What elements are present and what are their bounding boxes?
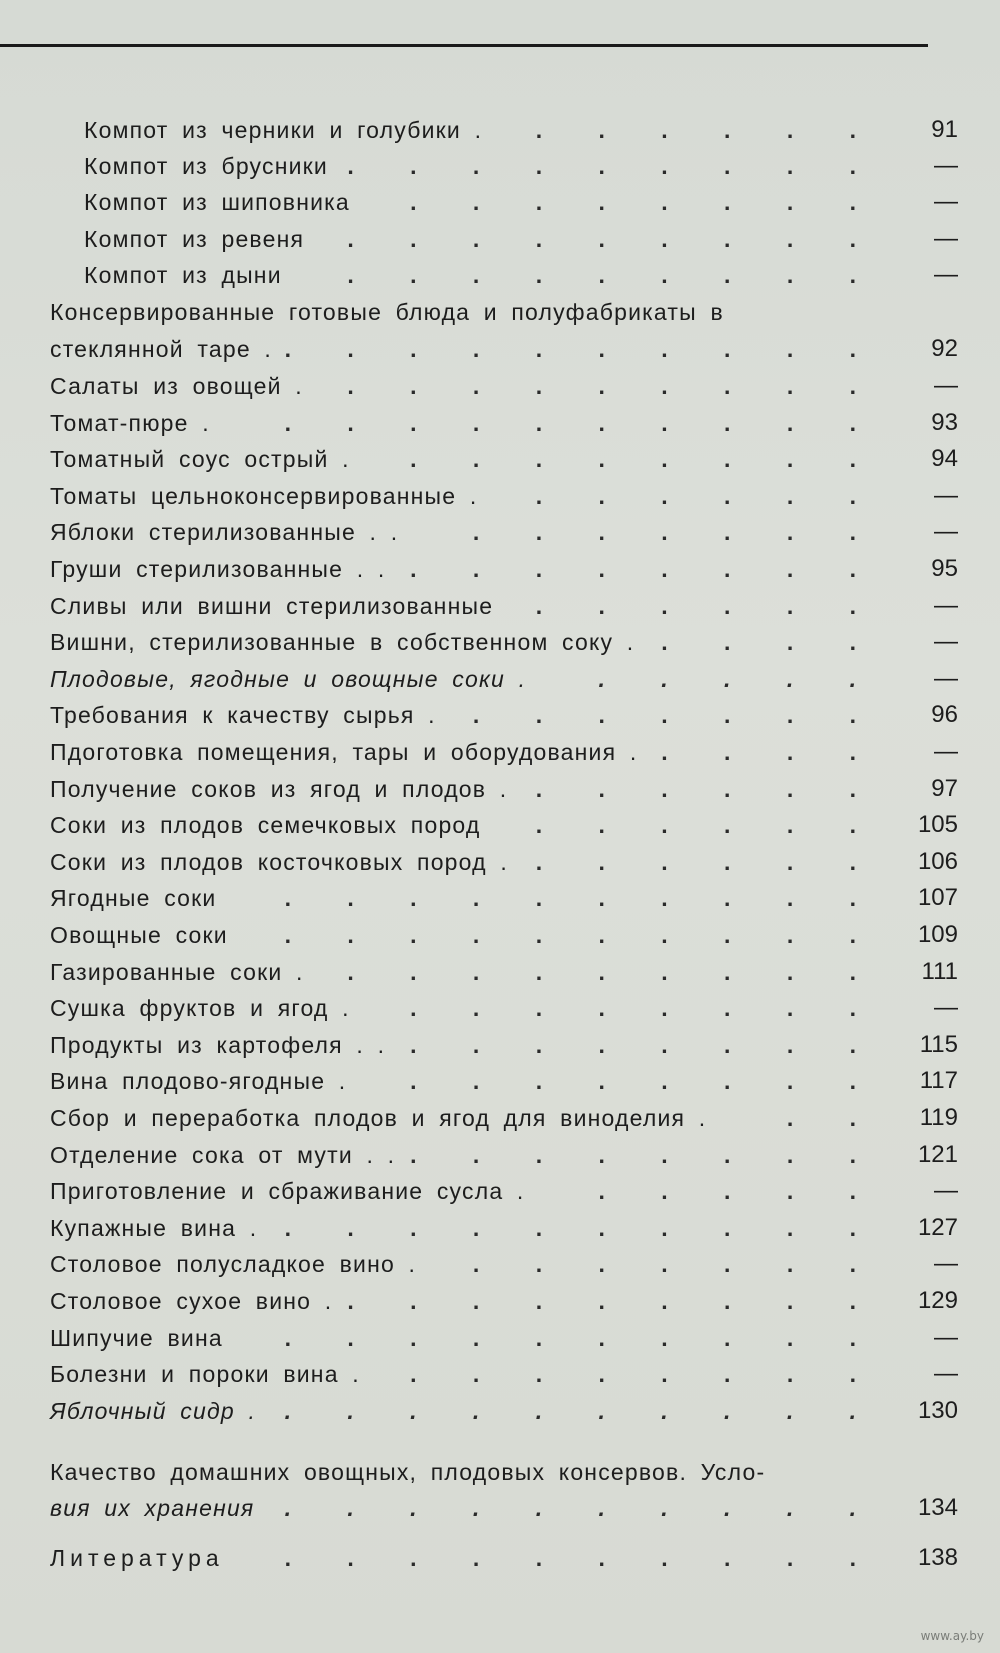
toc-page-number: — [934,372,958,399]
toc-page-number: — [934,1250,958,1277]
toc-entry [50,368,958,404]
toc-entry-title: Болезни и пороки вина . [50,1361,360,1387]
toc-leader-dots: . . . . . . . . . [347,959,878,985]
toc-leader-dots: . . . . . . [535,849,878,875]
toc-page-number: 93 [931,409,958,436]
toc-page-number: 129 [917,1287,958,1314]
toc-page-number: 107 [917,884,958,911]
toc-entry-title: Томаты цельноконсервированные . [50,483,478,509]
toc-entry [50,880,958,916]
toc-entry-title: Шипучие вина [50,1325,223,1351]
toc-leader-dots: . . . . . . . [472,702,878,728]
toc-leader-dots: . . . . . . . . . . [284,336,878,362]
toc-entry [50,478,958,514]
toc-page-number: — [934,1360,958,1387]
toc-entry [50,514,958,550]
toc-entry-title: Компот из шиповника [84,189,350,215]
toc-page-number: — [934,994,958,1021]
toc-leader-dots: . . . . . . . . [410,1142,878,1168]
toc-entry [50,661,958,697]
toc-entry [50,734,958,770]
toc-leader-dots: . . . . . . . . . . [284,1495,878,1521]
toc-entry-title: Плодовые, ягодные и овощные соки . [50,666,527,692]
toc-leader-dots: . . . . . . . . . . [284,1398,878,1424]
toc-page-number: 119 [919,1104,958,1131]
toc-entry [84,112,958,148]
toc-entry-title-line1: Качество домашних овощных, плодовых консервов. Усло- [50,1459,766,1485]
toc-page-number: 96 [931,701,958,728]
toc-entry-title: Отделение сока от мути . . [50,1142,396,1168]
toc-leader-dots: . . . . [661,739,878,765]
toc-page-number: — [934,628,958,655]
toc-entry-title: Компот из дыни [84,262,282,288]
toc-page-number: — [934,665,958,692]
toc-leader-dots: . . . . . . [535,483,878,509]
toc-leader-dots: . . . . . . [535,776,878,802]
toc-leader-dots: . . . . . . . . . . [284,922,878,948]
toc-leader-dots: . . . . . . . . [410,556,878,582]
toc-page-number: — [934,261,958,288]
toc-entry-title-line1: Консервированные готовые блюда и полуфабрикаты в [50,299,724,325]
toc-entry [50,1210,958,1246]
toc-entry-literature [50,1540,958,1576]
toc-entry [50,331,958,367]
toc-leader-dots: . . . . . . . . . . [284,1325,878,1351]
toc-page-number: — [934,1177,958,1204]
toc-page-number: — [934,152,958,179]
toc-page-number: 109 [917,921,958,948]
toc-entry-title: Сушка фруктов и ягод . [50,995,350,1021]
toc-leader-dots: . . . . . . . . [410,1068,878,1094]
toc-leader-dots: . . . . . . [535,812,878,838]
toc-entry [50,1246,958,1282]
toc-entry-title: Требования к качеству сырья . [50,702,436,728]
toc-entry-title: Компот из черники и голубики . [84,117,483,143]
toc-entry [50,1320,958,1356]
toc-entry [50,1393,958,1429]
toc-entry [50,405,958,441]
toc-page-number: — [934,188,958,215]
toc-page-number: 130 [917,1397,958,1424]
toc-entry [84,221,958,257]
toc-leader-dots: . . . . . [598,1178,878,1204]
toc-entry-title: Компот из брусники [84,153,328,179]
toc-entry-title: Приготовление и сбраживание сусла . [50,1178,525,1204]
toc-entry-title: Компот из ревеня [84,226,305,252]
toc-leader-dots: . . . . . . [535,117,878,143]
toc-page-number: 115 [919,1031,958,1058]
toc-page-number: — [934,225,958,252]
toc-page-number: 121 [917,1141,958,1168]
toc-entry-title: Груши стерилизованные . . [50,556,386,582]
toc-entry-title: Столовое полусладкое вино . [50,1251,417,1277]
toc-entry-title: Продукты из картофеля . . [50,1032,386,1058]
toc-page-number: 134 [917,1494,958,1521]
toc-page-number: 111 [921,958,958,985]
toc-leader-dots: . . . . . . . . . . [284,885,878,911]
toc-leader-dots: . . . . . . . [472,519,878,545]
toc-leader-dots: . . . . . . . . . [347,1288,878,1314]
toc-leader-dots: . . . . . . . . . [347,262,878,288]
toc-leader-dots: . . . . . . . . . [347,153,878,179]
toc-leader-dots: . . . . . . . . . [347,226,878,252]
toc-page-number: 92 [931,335,958,362]
toc-leader-dots: . . . . . . . . . [347,373,878,399]
toc-entry [50,1063,958,1099]
toc-entry [50,1100,958,1136]
toc-leader-dots: . . . . . . [535,593,878,619]
toc-leader-dots: . . . . . . . . [410,995,878,1021]
toc-entry-title: Соки из плодов косточковых пород . [50,849,508,875]
toc-entry [50,1283,958,1319]
toc-page-number: 91 [931,116,958,143]
toc-entry [50,1490,958,1526]
toc-leader-dots: . . . . . . . . . . [284,1215,878,1241]
toc-entry-title: Столовое сухое вино . [50,1288,333,1314]
toc-leader-dots: . . . . . . . [472,1251,878,1277]
toc-entry-title-line2: вия их хранения [50,1495,255,1521]
toc-entry [50,990,958,1026]
toc-entry [50,844,958,880]
toc-page-number: 117 [919,1067,958,1094]
toc-page-number: 138 [917,1544,958,1571]
toc-page-number: 97 [931,775,958,802]
toc-entry-title: Томатный соус острый . [50,446,350,472]
toc-page-number: — [934,482,958,509]
toc-leader-dots: . . . . . . . . [410,1361,878,1387]
toc-entry [50,588,958,624]
toc-page-number: 105 [917,811,958,838]
toc-page-number: — [934,592,958,619]
toc-page-number: — [934,738,958,765]
toc-entry [50,917,958,953]
toc-leader-dots: . . . . . . . . . . [284,1545,878,1571]
toc-entry-title: Салаты из овощей . [50,373,303,399]
toc-entry-title-line2: стеклянной таре . [50,336,273,362]
toc-entry-title: Томат-пюре . [50,410,210,436]
toc-leader-dots: . . . . . . . . . . [284,410,878,436]
toc-leader-dots: . . . . . . . . [410,189,878,215]
toc-page-number: 95 [931,555,958,582]
toc-leader-dots: . . . . . . . . [410,1032,878,1058]
toc-entry [50,441,958,477]
toc-page-number: — [934,1324,958,1351]
toc-entry-title: Ягодные соки [50,885,217,911]
toc-entry-title: Литература [50,1545,224,1571]
toc-entry-title: Яблочный сидр . [50,1398,257,1424]
toc-entry-title: Сбор и переработка плодов и ягод для виноделия . [50,1105,707,1131]
toc-entry-title: Пдоготовка помещения, тары и оборудования . [50,739,638,765]
toc-entry [50,697,958,733]
toc-leader-dots: . . . . . [598,666,878,692]
toc-entry [50,771,958,807]
toc-entry-title: Соки из плодов семечковых пород [50,812,481,838]
toc-entry [50,1137,958,1173]
toc-entry [50,1173,958,1209]
toc-page-number: 127 [917,1214,958,1241]
toc-entry [50,1027,958,1063]
toc-entry [50,551,958,587]
toc-entry-title: Газированные соки . [50,959,304,985]
toc-entry [84,257,958,293]
toc-entry [84,184,958,220]
toc-entry [50,954,958,990]
toc-entry-title: Купажные вина . [50,1215,258,1241]
toc-page-number: — [934,518,958,545]
toc-page-number: 106 [917,848,958,875]
toc-leader-dots: . . . . . . . . [410,446,878,472]
toc-entry-title: Вина плодово-ягодные . [50,1068,347,1094]
toc-entry [50,1356,958,1392]
toc-entry-title: Сливы или вишни стерилизованные [50,593,494,619]
watermark: www.ay.by [920,1629,984,1643]
toc-entry-title: Вишни, стерилизованные в собственном соку . [50,629,635,655]
toc-entry [50,807,958,843]
toc-entry-title: Получение соков из ягод и плодов . [50,776,508,802]
toc-entry-title: Яблоки стерилизованные . . [50,519,399,545]
toc-entry-title: Овощные соки [50,922,228,948]
toc-entry [50,624,958,660]
toc-entry [84,148,958,184]
toc-leader-dots: . . [786,1105,878,1131]
toc-leader-dots: . . . . [661,629,878,655]
toc-page-number: 94 [931,445,958,472]
top-rule [0,44,928,47]
